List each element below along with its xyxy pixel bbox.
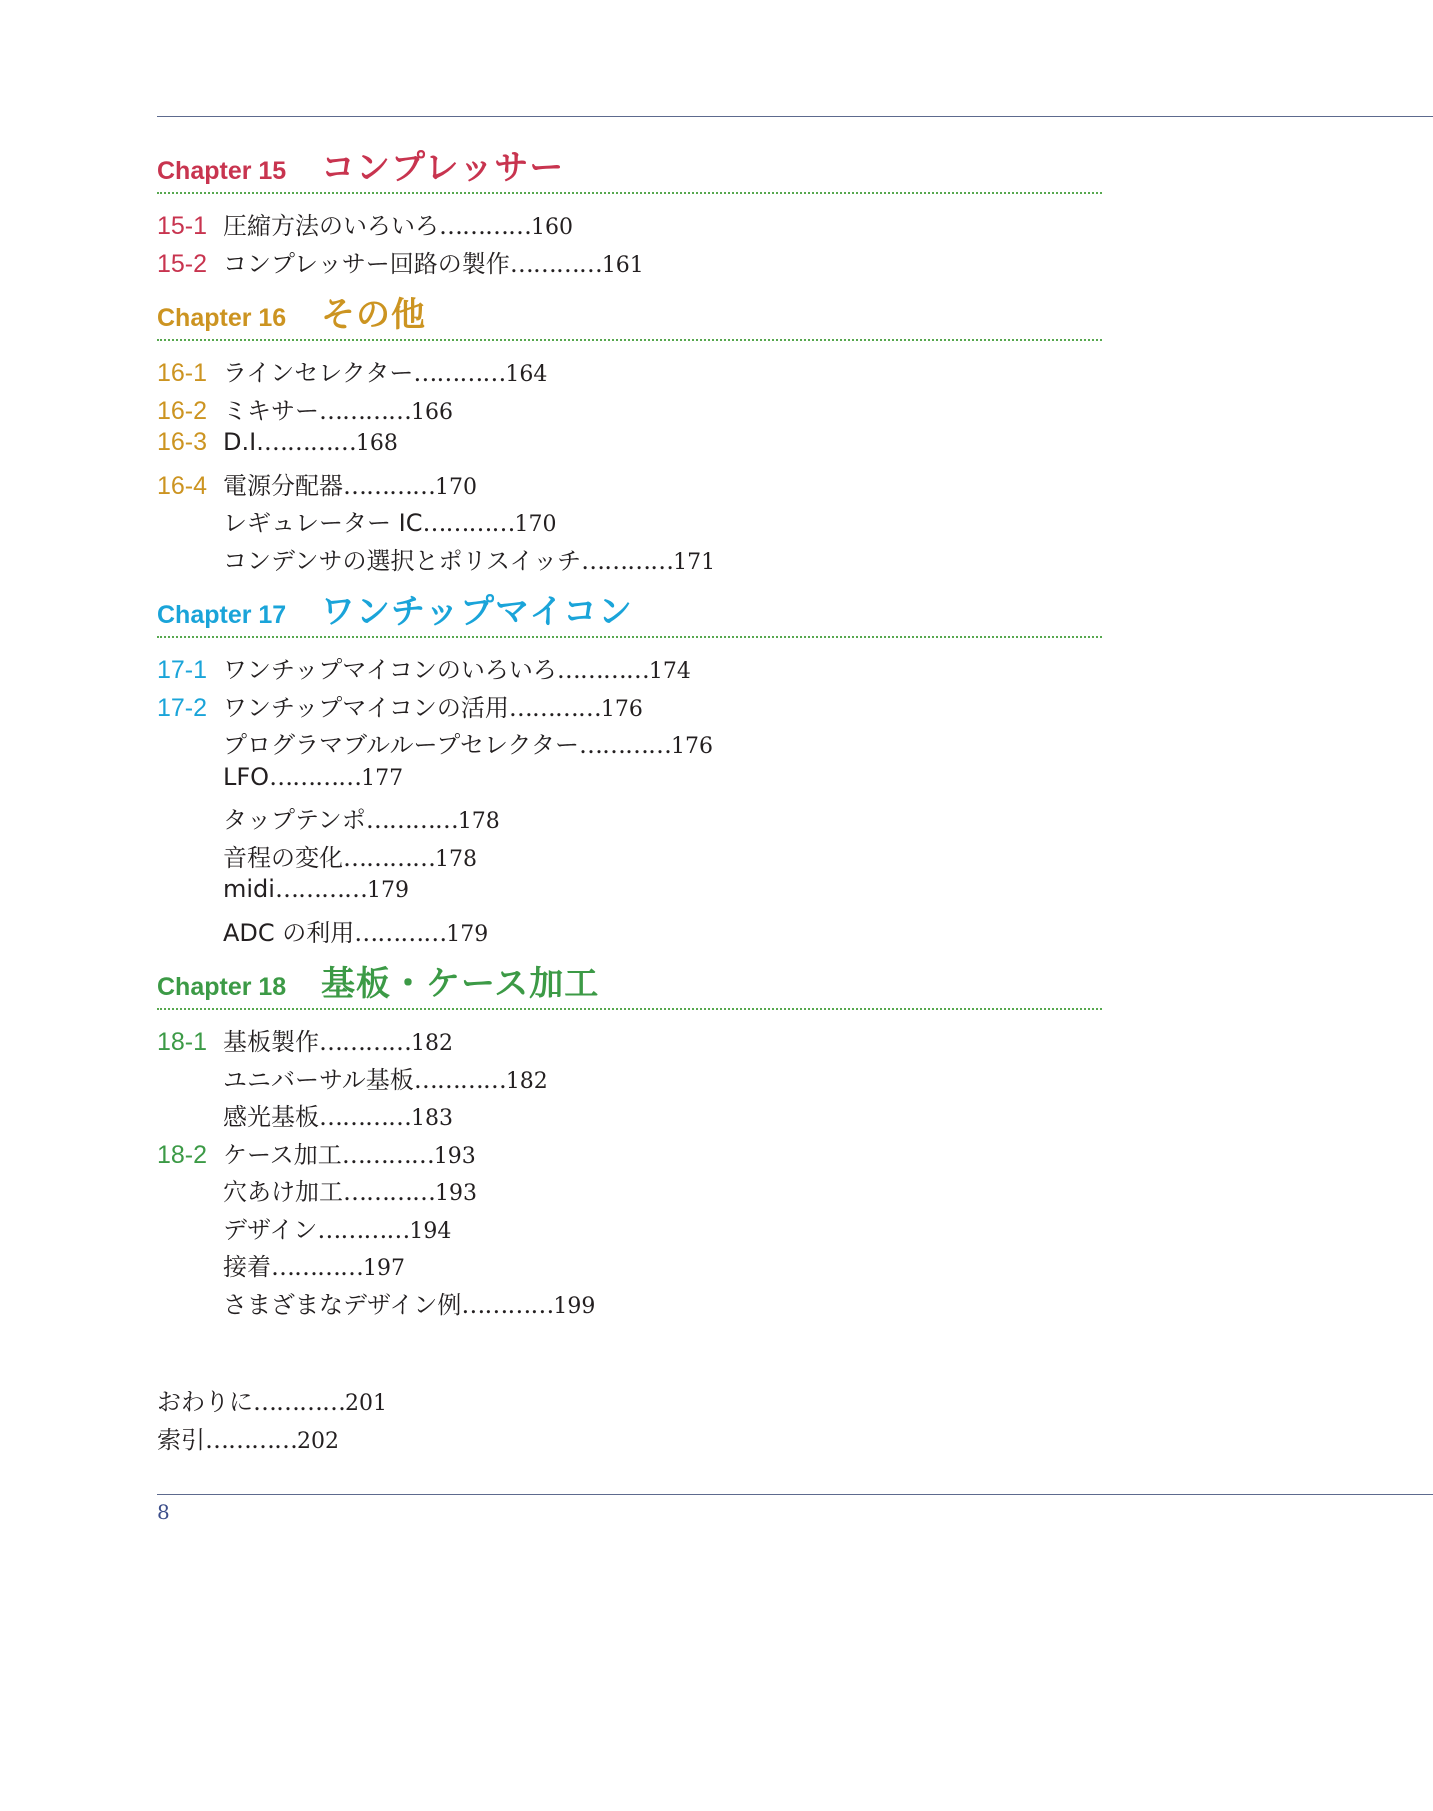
chapter-title[interactable]: その他	[321, 295, 426, 335]
table-of-contents	[157, 140, 1102, 1328]
page-number: 178	[457, 809, 500, 834]
entry-title: 索引	[157, 1425, 205, 1454]
entry-title: コンデンサの選択とポリスイッチ	[223, 546, 582, 575]
dot-leader: …………	[581, 546, 674, 575]
chapter-label: Chapter 15	[157, 157, 287, 185]
entry-title: デザイン	[223, 1215, 318, 1244]
dot-leader: …………	[365, 806, 458, 834]
page-number: 183	[411, 1106, 453, 1131]
chapter-title[interactable]: ワンチップマイコン	[321, 592, 633, 632]
chapter-label: Chapter 17	[157, 601, 287, 629]
page-number: 201	[345, 1391, 387, 1416]
entry-title: ケース加工	[223, 1140, 342, 1169]
section-number: 16-1	[157, 359, 208, 387]
page-number: 161	[601, 252, 644, 278]
chapter-heading	[157, 140, 1102, 188]
dot-leader: …………	[556, 656, 649, 684]
toc-entry[interactable]	[157, 206, 1102, 244]
toc-entry[interactable]	[157, 875, 1102, 913]
section-number: 16-2	[157, 396, 208, 425]
dot-leader: …………	[269, 762, 362, 791]
toc-entry[interactable]	[157, 1135, 1102, 1173]
dot-leader: …………	[439, 212, 531, 240]
dot-leader: …………	[579, 731, 672, 759]
page-number: 160	[531, 215, 573, 240]
dot-leader: …………	[354, 918, 447, 947]
dot-leader: …………	[461, 1290, 554, 1319]
entry-title: ラインセレクター	[223, 359, 414, 387]
toc-entry[interactable]	[157, 1285, 1102, 1323]
back-matter	[157, 1382, 387, 1457]
toc-entry[interactable]	[157, 428, 1102, 466]
entry-title: ユニバーサル基板	[223, 1065, 414, 1094]
toc-entry[interactable]	[157, 244, 1102, 282]
page-number: 202	[297, 1428, 339, 1454]
entry-title: レギュレーター IC	[223, 509, 423, 537]
dotted-divider	[157, 1008, 1102, 1010]
page-number: 170	[435, 474, 477, 500]
toc-entry[interactable]	[157, 838, 1102, 876]
entry-title: LFO	[223, 762, 270, 791]
dot-leader: …………	[263, 428, 356, 456]
dot-leader: …………	[205, 1425, 297, 1454]
entry-title: プログラマブルループセレクター	[223, 731, 580, 759]
chapter-15	[157, 140, 1102, 281]
toc-entry[interactable]	[157, 1247, 1102, 1285]
dot-leader: …………	[319, 396, 411, 425]
section-number: 18-1	[157, 1028, 208, 1056]
entry-title: タップテンポ	[223, 806, 366, 834]
toc-entry[interactable]	[157, 800, 1102, 838]
toc-entry[interactable]	[157, 541, 1102, 579]
section-number: 17-2	[157, 693, 208, 722]
entry-title: 穴あけ加工	[223, 1178, 343, 1206]
section-number: 15-1	[157, 212, 208, 240]
page-number: 166	[411, 399, 453, 425]
dotted-divider	[157, 636, 1102, 638]
dot-leader: …………	[343, 843, 435, 872]
page-number: 174	[648, 659, 691, 684]
page-number: 182	[411, 1031, 453, 1056]
page-number: 176	[600, 696, 643, 722]
page-folio: 8	[157, 1500, 170, 1524]
toc-entry[interactable]	[157, 1097, 1102, 1135]
toc-entry[interactable]	[157, 1172, 1102, 1210]
page-number: 193	[435, 1181, 477, 1206]
page-number: 176	[671, 734, 714, 759]
chapter-heading	[157, 287, 1102, 335]
dot-leader: …………	[271, 1253, 363, 1281]
chapter-16	[157, 287, 1102, 578]
dot-leader: …………	[317, 1215, 410, 1244]
page-number: 182	[505, 1068, 548, 1094]
entry-title: 感光基板	[223, 1103, 319, 1131]
page-number: 179	[366, 878, 409, 903]
page-number: 193	[433, 1143, 476, 1169]
entry-title: ワンチップマイコンの活用	[223, 693, 509, 722]
page-number: 197	[363, 1256, 405, 1281]
chapter-heading	[157, 956, 1102, 1004]
entry-title: 基板製作	[223, 1028, 319, 1056]
dot-leader: …………	[274, 875, 367, 903]
toc-entry[interactable]	[157, 725, 1102, 763]
toc-entry-index[interactable]	[157, 1420, 387, 1458]
dot-leader: …………	[508, 693, 601, 722]
chapter-label: Chapter 16	[157, 304, 287, 332]
toc-entry[interactable]	[157, 353, 1102, 391]
dotted-divider	[157, 192, 1102, 194]
entry-title: D.I.	[223, 428, 264, 456]
toc-entry[interactable]	[157, 913, 1102, 951]
toc-entry[interactable]	[157, 1022, 1102, 1060]
entry-title: 電源分配器	[223, 471, 343, 500]
dot-leader: …………	[343, 1178, 435, 1206]
dot-leader: …………	[343, 471, 435, 500]
dot-leader: …………	[422, 509, 515, 537]
page-number: 164	[505, 362, 548, 387]
chapter-title[interactable]: 基板・ケース加工	[321, 964, 600, 1004]
toc-entry[interactable]	[157, 391, 1102, 429]
top-rule	[157, 116, 1433, 117]
toc-entry[interactable]	[157, 650, 1102, 688]
toc-entry[interactable]	[157, 688, 1102, 726]
toc-entry[interactable]	[157, 763, 1102, 801]
chapter-title[interactable]: コンプレッサー	[321, 148, 565, 188]
page-number: 168	[355, 431, 398, 456]
toc-entry[interactable]	[157, 503, 1102, 541]
page-number: 179	[446, 921, 489, 947]
page-number: 199	[553, 1293, 596, 1319]
page-number: 177	[361, 765, 404, 791]
page-number: 170	[514, 512, 557, 537]
entry-title: 接着	[223, 1253, 271, 1281]
toc-entry[interactable]	[157, 1210, 1102, 1248]
dot-leader: …………	[341, 1140, 434, 1169]
entry-title: 音程の変化	[223, 843, 343, 872]
dot-leader: …………	[413, 1065, 506, 1094]
dotted-divider	[157, 339, 1102, 341]
dot-leader: …………	[253, 1388, 345, 1416]
entry-title: ミキサー	[223, 396, 319, 425]
entry-title: コンプレッサー回路の製作	[223, 249, 510, 278]
dot-leader: …………	[413, 359, 506, 387]
section-number: 16-3	[157, 428, 208, 456]
chapter-18	[157, 956, 1102, 1322]
entry-title: ADC の利用	[223, 918, 355, 947]
page-number: 171	[673, 549, 716, 575]
entry-title: 圧縮方法のいろいろ	[223, 212, 439, 240]
section-number: 17-1	[157, 656, 208, 684]
entry-title: midi	[223, 875, 275, 903]
chapter-17	[157, 584, 1102, 950]
chapter-label: Chapter 18	[157, 973, 287, 1001]
section-number: 15-2	[157, 249, 208, 278]
entry-title: さまざまなデザイン例	[223, 1290, 462, 1319]
bottom-rule	[157, 1494, 1433, 1495]
page-number: 194	[409, 1218, 452, 1244]
entry-title: ワンチップマイコンのいろいろ	[223, 656, 557, 684]
dot-leader: …………	[509, 249, 602, 278]
chapter-heading	[157, 584, 1102, 632]
dot-leader: …………	[319, 1028, 411, 1056]
page-number: 178	[435, 846, 477, 872]
toc-entry[interactable]	[157, 466, 1102, 504]
toc-entry[interactable]	[157, 1060, 1102, 1098]
section-number: 18-2	[157, 1140, 208, 1169]
entry-title: おわりに	[157, 1388, 253, 1416]
dot-leader: …………	[319, 1103, 411, 1131]
toc-entry-afterword[interactable]	[157, 1382, 387, 1420]
section-number: 16-4	[157, 471, 208, 500]
